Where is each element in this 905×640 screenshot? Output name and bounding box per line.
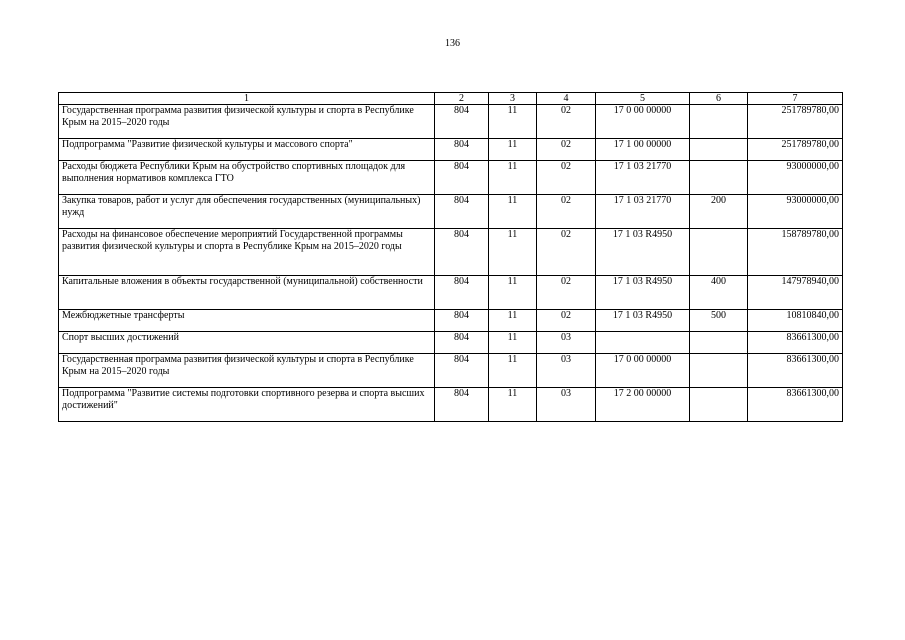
row-description: Государственная программа развития физической культуры и спорта в Республике Крым на 2015–2020 годы [59, 354, 435, 388]
header-col-1: 1 [59, 93, 435, 105]
row-description: Расходы бюджета Республики Крым на обустройство спортивных площадок для выполнения нормативов комплекса ГТО [59, 161, 435, 195]
cell-col-2: 804 [435, 388, 489, 422]
row-description: Межбюджетные трансферты [59, 310, 435, 332]
table-row [59, 332, 843, 354]
cell-col-5: 17 1 03 21770 [596, 161, 690, 195]
cell-col-6: 400 [690, 276, 748, 310]
cell-col-6 [690, 139, 748, 161]
cell-col-4: 03 [537, 388, 596, 422]
cell-amount: 83661300,00 [748, 354, 843, 388]
cell-col-5: 17 2 00 00000 [596, 388, 690, 422]
row-description: Расходы на финансовое обеспечение мероприятий Государственной программы развития физической культуры и спорта в Республике Крым на 2015–2020 годы [59, 229, 435, 276]
row-description: Подпрограмма "Развитие системы подготовки спортивного резерва и спорта высших достижений" [59, 388, 435, 422]
cell-col-2: 804 [435, 139, 489, 161]
cell-col-5: 17 1 03 R4950 [596, 276, 690, 310]
row-description: Капитальные вложения в объекты государственной (муниципальной) собственности [59, 276, 435, 310]
row-description: Закупка товаров, работ и услуг для обеспечения государственных (муниципальных) нужд [59, 195, 435, 229]
cell-amount: 93000000,00 [748, 195, 843, 229]
cell-col-4: 03 [537, 354, 596, 388]
cell-col-3: 11 [489, 139, 537, 161]
cell-col-6: 500 [690, 310, 748, 332]
cell-col-4: 02 [537, 139, 596, 161]
table-row [59, 195, 843, 229]
cell-col-5: 17 1 00 00000 [596, 139, 690, 161]
cell-amount: 251789780,00 [748, 105, 843, 139]
table-row [59, 310, 843, 332]
header-row [59, 93, 843, 105]
cell-col-2: 804 [435, 332, 489, 354]
header-col-5: 5 [596, 93, 690, 105]
cell-amount: 251789780,00 [748, 139, 843, 161]
cell-col-3: 11 [489, 229, 537, 276]
cell-col-4: 02 [537, 195, 596, 229]
cell-col-5: 17 0 00 00000 [596, 105, 690, 139]
cell-col-2: 804 [435, 354, 489, 388]
header-col-2: 2 [435, 93, 489, 105]
row-description: Спорт высших достижений [59, 332, 435, 354]
cell-amount: 158789780,00 [748, 229, 843, 276]
table-row [59, 105, 843, 139]
cell-col-2: 804 [435, 310, 489, 332]
cell-col-4: 02 [537, 310, 596, 332]
header-col-3: 3 [489, 93, 537, 105]
cell-col-2: 804 [435, 276, 489, 310]
cell-col-6 [690, 105, 748, 139]
cell-amount: 147978940,00 [748, 276, 843, 310]
cell-col-4: 02 [537, 105, 596, 139]
cell-col-3: 11 [489, 388, 537, 422]
table-row [59, 139, 843, 161]
cell-col-6 [690, 161, 748, 195]
cell-col-6 [690, 388, 748, 422]
row-description: Государственная программа развития физической культуры и спорта в Республике Крым на 2015–2020 годы [59, 105, 435, 139]
cell-col-6: 200 [690, 195, 748, 229]
cell-col-5: 17 0 00 00000 [596, 354, 690, 388]
cell-col-5 [596, 332, 690, 354]
cell-col-5: 17 1 03 R4950 [596, 229, 690, 276]
cell-col-6 [690, 354, 748, 388]
cell-col-3: 11 [489, 310, 537, 332]
cell-amount: 83661300,00 [748, 388, 843, 422]
cell-col-4: 02 [537, 276, 596, 310]
table-row [59, 229, 843, 276]
cell-col-3: 11 [489, 332, 537, 354]
header-col-7: 7 [748, 93, 843, 105]
cell-col-3: 11 [489, 354, 537, 388]
cell-col-2: 804 [435, 161, 489, 195]
cell-col-3: 11 [489, 195, 537, 229]
cell-amount: 83661300,00 [748, 332, 843, 354]
budget-table [58, 92, 843, 422]
cell-col-5: 17 1 03 R4950 [596, 310, 690, 332]
cell-col-4: 02 [537, 229, 596, 276]
cell-col-3: 11 [489, 105, 537, 139]
cell-col-2: 804 [435, 229, 489, 276]
table-row [59, 276, 843, 310]
header-col-4: 4 [537, 93, 596, 105]
row-description: Подпрограмма "Развитие физической культуры и массового спорта" [59, 139, 435, 161]
cell-col-2: 804 [435, 195, 489, 229]
page-number: 136 [445, 38, 460, 49]
cell-col-2: 804 [435, 105, 489, 139]
cell-amount: 93000000,00 [748, 161, 843, 195]
table-row [59, 354, 843, 388]
header-col-6: 6 [690, 93, 748, 105]
cell-col-6 [690, 332, 748, 354]
cell-col-4: 02 [537, 161, 596, 195]
cell-col-6 [690, 229, 748, 276]
cell-col-5: 17 1 03 21770 [596, 195, 690, 229]
cell-col-4: 03 [537, 332, 596, 354]
table-row [59, 161, 843, 195]
cell-col-3: 11 [489, 276, 537, 310]
table-row [59, 388, 843, 422]
cell-amount: 10810840,00 [748, 310, 843, 332]
cell-col-3: 11 [489, 161, 537, 195]
